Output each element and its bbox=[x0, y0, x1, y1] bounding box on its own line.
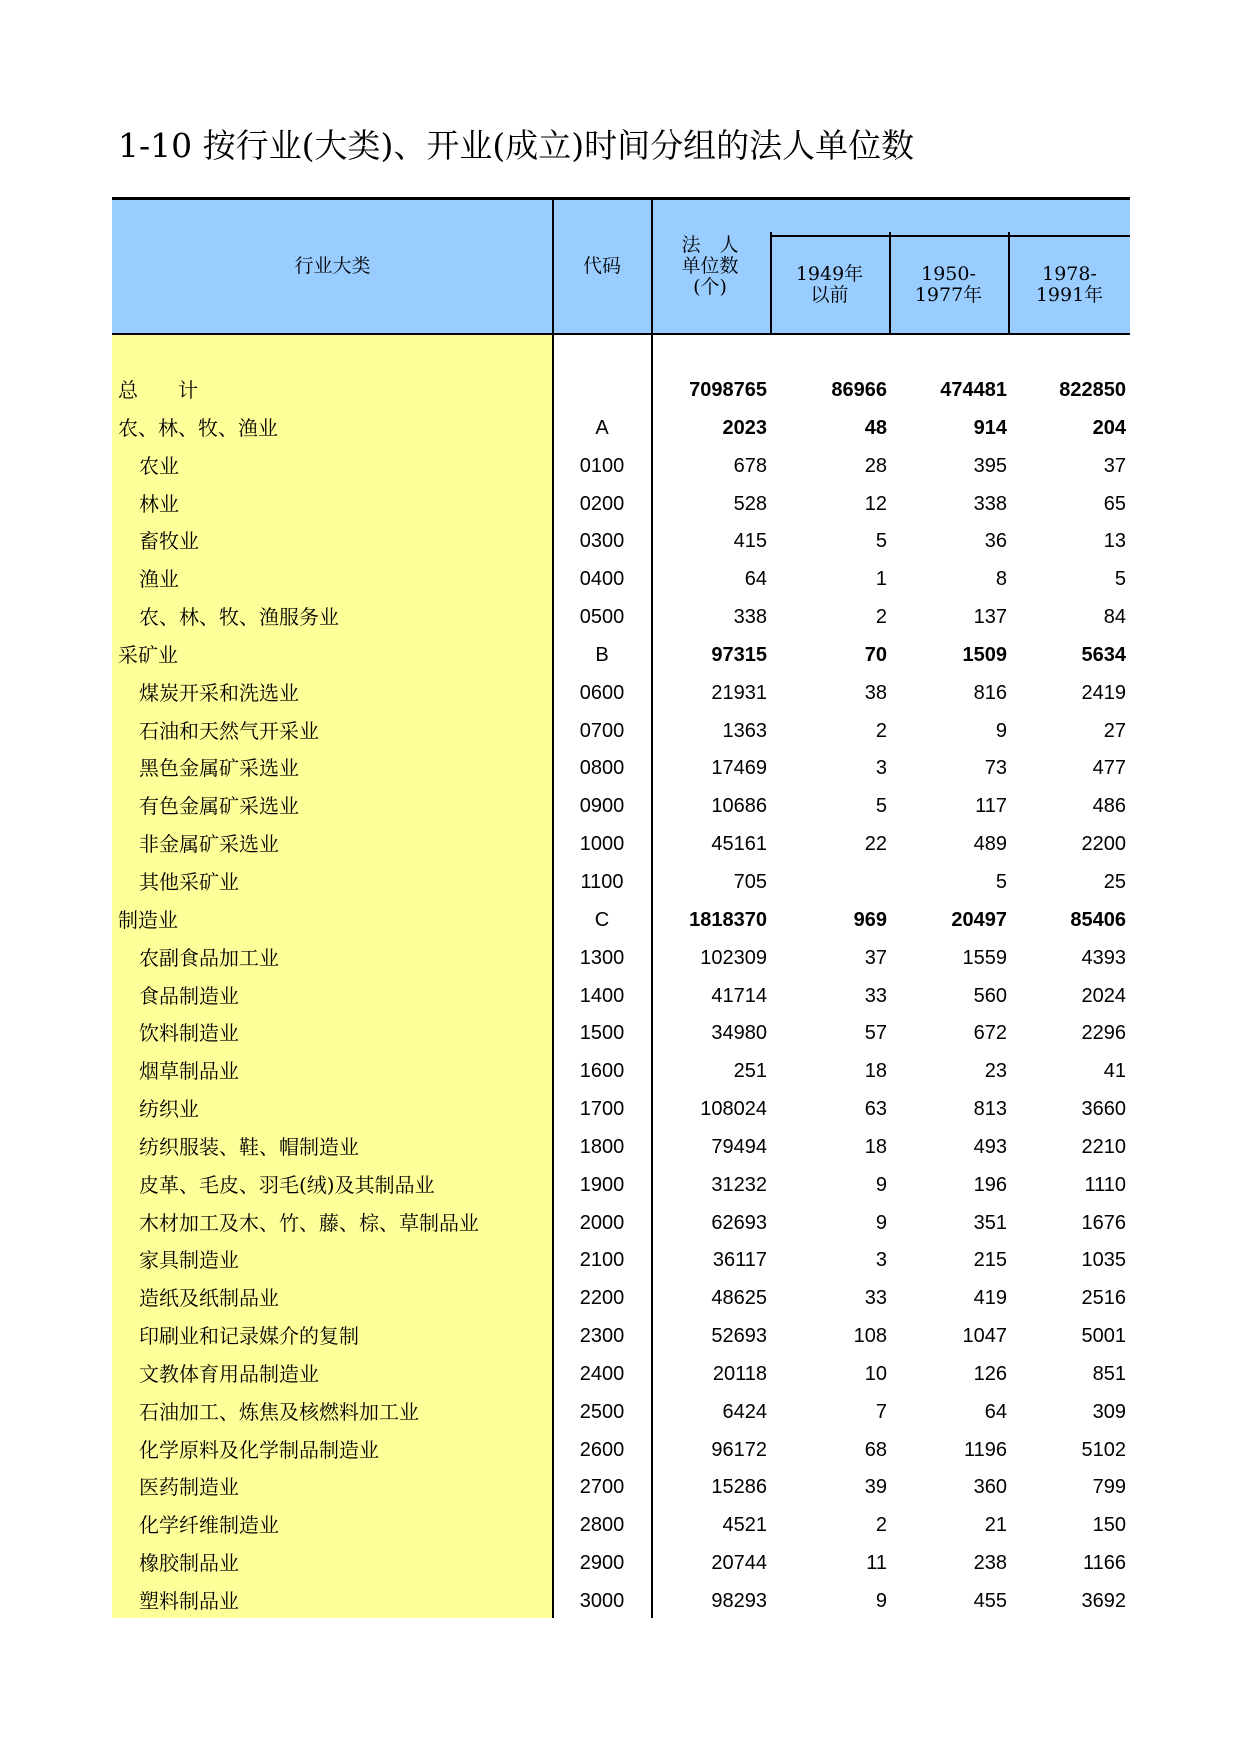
row-before-1949: 12 bbox=[864, 492, 887, 515]
row-1950-1977: 338 bbox=[973, 492, 1007, 515]
row-1978-1991: 3692 bbox=[1081, 1590, 1126, 1612]
row-1978-1991: 85406 bbox=[1070, 908, 1126, 931]
row-total: 528 bbox=[733, 492, 767, 515]
row-total: 6424 bbox=[722, 1400, 767, 1423]
row-code: 2300 bbox=[579, 1325, 625, 1348]
row-code: 0200 bbox=[579, 492, 625, 515]
row-1978-1991: 41 bbox=[1103, 1060, 1126, 1083]
row-1978-1991: 851 bbox=[1092, 1362, 1126, 1385]
row-1978-1991: 3660 bbox=[1081, 1098, 1126, 1121]
row-industry-name: 其他采矿业 bbox=[139, 869, 239, 894]
header-col3 bbox=[1009, 237, 1130, 333]
table-row bbox=[112, 1015, 1130, 1053]
header-total-line3: (个) bbox=[693, 276, 727, 298]
row-before-1949: 38 bbox=[864, 681, 887, 704]
header-col1-line1: 1949年 bbox=[795, 263, 864, 285]
row-1950-1977: 351 bbox=[973, 1211, 1007, 1234]
row-total: 52693 bbox=[711, 1325, 767, 1348]
row-1950-1977: 8 bbox=[995, 568, 1007, 591]
row-code: 2700 bbox=[579, 1476, 625, 1499]
row-industry-name: 畜牧业 bbox=[139, 529, 199, 554]
table-row bbox=[112, 410, 1130, 448]
row-industry-name: 文教体育用品制造业 bbox=[139, 1361, 319, 1386]
row-1950-1977: 20497 bbox=[951, 908, 1007, 931]
table-row bbox=[112, 1507, 1130, 1545]
row-industry-name: 家具制造业 bbox=[139, 1248, 239, 1273]
table-row bbox=[112, 713, 1130, 751]
row-industry-name: 橡胶制品业 bbox=[139, 1551, 239, 1576]
row-total: 17469 bbox=[711, 757, 767, 780]
row-1950-1977: 816 bbox=[973, 681, 1007, 704]
row-before-1949: 9 bbox=[875, 1590, 887, 1612]
table-row bbox=[112, 1205, 1130, 1243]
row-1978-1991: 2516 bbox=[1081, 1287, 1126, 1310]
row-code: C bbox=[594, 908, 610, 931]
row-total: 15286 bbox=[711, 1476, 767, 1499]
row-before-1949: 2 bbox=[875, 606, 887, 629]
row-industry-name: 煤炭开采和洗选业 bbox=[139, 680, 299, 705]
row-total: 415 bbox=[733, 530, 767, 553]
row-total: 10686 bbox=[711, 795, 767, 818]
row-1978-1991: 84 bbox=[1103, 606, 1126, 629]
row-code: 0800 bbox=[579, 757, 625, 780]
row-before-1949: 11 bbox=[866, 1552, 887, 1575]
row-1978-1991: 2200 bbox=[1081, 833, 1126, 856]
table-row bbox=[112, 864, 1130, 902]
row-before-1949: 2 bbox=[875, 719, 887, 742]
row-industry-name: 渔业 bbox=[139, 567, 179, 592]
row-1978-1991: 2419 bbox=[1081, 681, 1126, 704]
row-code: 1900 bbox=[579, 1173, 625, 1196]
header-industry: 行业大类 bbox=[294, 255, 371, 277]
row-code bbox=[553, 372, 651, 410]
row-industry-name: 医药制造业 bbox=[139, 1475, 239, 1500]
row-total: 98293 bbox=[711, 1590, 767, 1612]
row-industry-name: 印刷业和记录媒介的复制 bbox=[139, 1324, 359, 1349]
row-before-1949: 28 bbox=[864, 454, 887, 477]
row-industry-name: 皮革、毛皮、羽毛(绒)及其制品业 bbox=[139, 1172, 435, 1197]
row-1950-1977: 1196 bbox=[963, 1438, 1007, 1461]
row-industry-name: 木材加工及木、竹、藤、棕、草制品业 bbox=[139, 1210, 479, 1235]
table-header bbox=[112, 197, 1130, 335]
row-industry-name: 总 计 bbox=[118, 378, 198, 402]
row-code: 1500 bbox=[579, 1022, 625, 1045]
row-code: 0700 bbox=[579, 719, 625, 742]
header-col2-line1: 1950- bbox=[921, 263, 976, 285]
row-1950-1977: 672 bbox=[973, 1022, 1007, 1045]
row-1978-1991: 1035 bbox=[1081, 1249, 1126, 1272]
row-1978-1991: 477 bbox=[1092, 757, 1126, 780]
row-before-1949: 3 bbox=[875, 757, 887, 780]
table-row bbox=[112, 561, 1130, 599]
row-before-1949: 5 bbox=[875, 795, 887, 818]
row-code: 2000 bbox=[579, 1211, 625, 1234]
row-industry-name: 黑色金属矿采选业 bbox=[139, 756, 299, 781]
row-industry-name: 纺织业 bbox=[139, 1097, 199, 1122]
row-1950-1977: 914 bbox=[973, 416, 1007, 439]
row-before-1949: 86966 bbox=[831, 379, 887, 401]
row-industry-name: 石油加工、炼焦及核燃料加工业 bbox=[139, 1399, 419, 1424]
table-row bbox=[112, 486, 1130, 524]
row-industry-name: 农、林、牧、渔业 bbox=[118, 415, 278, 440]
row-before-1949: 63 bbox=[864, 1098, 887, 1121]
table-body bbox=[112, 372, 1130, 1621]
row-1950-1977: 489 bbox=[973, 833, 1007, 856]
row-code: A bbox=[595, 416, 609, 439]
row-code: 0600 bbox=[579, 681, 625, 704]
header-code: 代码 bbox=[582, 255, 621, 277]
row-total: 678 bbox=[733, 454, 767, 477]
table-row bbox=[112, 1356, 1130, 1394]
row-industry-name: 食品制造业 bbox=[139, 983, 239, 1008]
row-total: 64 bbox=[744, 568, 767, 591]
row-1978-1991: 4393 bbox=[1081, 946, 1126, 969]
table-row bbox=[112, 448, 1130, 486]
row-before-1949: 70 bbox=[864, 643, 887, 666]
table-row bbox=[112, 675, 1130, 713]
row-1978-1991: 25 bbox=[1103, 870, 1126, 893]
row-1978-1991: 1676 bbox=[1081, 1211, 1126, 1234]
row-total: 1363 bbox=[722, 719, 767, 742]
table-row bbox=[112, 940, 1130, 978]
row-before-1949: 9 bbox=[875, 1173, 887, 1196]
row-before-1949: 33 bbox=[864, 1287, 887, 1310]
divider-total-col1 bbox=[770, 232, 772, 335]
row-1978-1991: 37 bbox=[1103, 454, 1126, 477]
divider-col1-col2 bbox=[889, 232, 891, 335]
row-before-1949: 10 bbox=[864, 1362, 887, 1385]
row-1950-1977: 238 bbox=[973, 1552, 1007, 1575]
row-1950-1977: 813 bbox=[973, 1098, 1007, 1121]
table-row bbox=[112, 826, 1130, 864]
row-1978-1991: 5001 bbox=[1081, 1325, 1126, 1348]
row-code: 2100 bbox=[579, 1249, 625, 1272]
header-col3-line1: 1978- bbox=[1042, 263, 1097, 285]
row-code: 2600 bbox=[579, 1438, 625, 1461]
row-1978-1991: 1166 bbox=[1082, 1552, 1126, 1575]
row-total: 48625 bbox=[711, 1287, 767, 1310]
row-code: 0500 bbox=[579, 606, 625, 629]
table-row bbox=[112, 1432, 1130, 1470]
row-total: 4521 bbox=[722, 1514, 767, 1537]
row-total: 21931 bbox=[711, 681, 767, 704]
header-total-line2: 单位数 bbox=[681, 255, 739, 277]
table-row bbox=[112, 788, 1130, 826]
row-1950-1977: 117 bbox=[975, 795, 1007, 818]
row-1978-1991: 27 bbox=[1103, 719, 1126, 742]
row-total: 1818370 bbox=[689, 908, 767, 931]
table-row bbox=[112, 1469, 1130, 1507]
row-1950-1977: 23 bbox=[984, 1060, 1007, 1083]
row-1950-1977: 560 bbox=[973, 984, 1007, 1007]
divider-col2-col3 bbox=[1008, 232, 1010, 335]
row-before-1949: 2 bbox=[875, 1514, 887, 1537]
row-code: 2900 bbox=[579, 1552, 625, 1575]
row-1978-1991: 309 bbox=[1092, 1400, 1126, 1423]
row-industry-name: 农副食品加工业 bbox=[139, 945, 279, 970]
row-industry-name: 塑料制品业 bbox=[139, 1589, 239, 1613]
row-code: 1100 bbox=[580, 870, 624, 893]
table-row bbox=[112, 1583, 1130, 1621]
row-1950-1977: 419 bbox=[973, 1287, 1007, 1310]
row-before-1949: 969 bbox=[853, 908, 887, 931]
row-industry-name: 烟草制品业 bbox=[139, 1059, 239, 1084]
row-total: 31232 bbox=[711, 1173, 767, 1196]
row-1950-1977: 73 bbox=[984, 757, 1007, 780]
row-industry-name: 饮料制造业 bbox=[139, 1021, 239, 1046]
row-1978-1991: 1110 bbox=[1084, 1173, 1126, 1196]
table-row bbox=[112, 599, 1130, 637]
row-1950-1977: 474481 bbox=[940, 379, 1007, 401]
row-before-1949: 57 bbox=[864, 1022, 887, 1045]
row-total: 2023 bbox=[722, 416, 767, 439]
row-1978-1991: 822850 bbox=[1059, 379, 1126, 401]
row-1950-1977: 360 bbox=[973, 1476, 1007, 1499]
row-before-1949: 1 bbox=[875, 568, 887, 591]
row-code: 1600 bbox=[579, 1060, 625, 1083]
row-1978-1991: 5634 bbox=[1081, 643, 1126, 666]
row-before-1949: 33 bbox=[864, 984, 887, 1007]
row-before-1949: 108 bbox=[853, 1325, 887, 1348]
table-row bbox=[112, 1318, 1130, 1356]
page-title: 1-10 按行业(大类)、开业(成立)时间分组的法人单位数 bbox=[118, 126, 915, 165]
row-1978-1991: 2210 bbox=[1081, 1135, 1126, 1158]
row-total: 41714 bbox=[711, 984, 767, 1007]
row-1978-1991: 486 bbox=[1092, 795, 1126, 818]
row-1950-1977: 36 bbox=[984, 530, 1007, 553]
table-row bbox=[112, 637, 1130, 675]
header-col1 bbox=[771, 237, 888, 333]
row-total: 338 bbox=[733, 606, 767, 629]
row-1950-1977: 9 bbox=[995, 719, 1007, 742]
row-1950-1977: 1509 bbox=[962, 643, 1007, 666]
table-row bbox=[112, 902, 1130, 940]
row-1950-1977: 137 bbox=[973, 606, 1007, 629]
row-industry-name: 非金属矿采选业 bbox=[139, 832, 279, 857]
row-industry-name: 有色金属矿采选业 bbox=[139, 794, 299, 819]
row-total: 79494 bbox=[711, 1135, 767, 1158]
header-col1-line2: 以前 bbox=[810, 284, 849, 306]
row-code: 1800 bbox=[579, 1135, 625, 1158]
row-1978-1991: 150 bbox=[1092, 1514, 1126, 1537]
row-1978-1991: 65 bbox=[1103, 492, 1126, 515]
row-code: 2800 bbox=[579, 1514, 625, 1537]
row-industry-name: 石油和天然气开采业 bbox=[139, 718, 319, 743]
row-before-1949: 39 bbox=[864, 1476, 887, 1499]
table-row bbox=[112, 1167, 1130, 1205]
row-industry-name: 制造业 bbox=[118, 907, 178, 932]
row-before-1949: 48 bbox=[864, 416, 887, 439]
row-1950-1977: 126 bbox=[973, 1362, 1007, 1385]
row-1978-1991: 5102 bbox=[1081, 1438, 1126, 1461]
row-industry-name: 化学纤维制造业 bbox=[139, 1513, 279, 1538]
row-1950-1977: 1047 bbox=[962, 1325, 1007, 1348]
row-1950-1977: 455 bbox=[973, 1590, 1007, 1612]
row-1978-1991: 2024 bbox=[1081, 984, 1126, 1007]
header-total-line1: 法 人 bbox=[681, 234, 739, 256]
row-before-1949: 9 bbox=[875, 1211, 887, 1234]
table-row bbox=[112, 978, 1130, 1016]
row-before-1949: 5 bbox=[875, 530, 887, 553]
row-1950-1977: 64 bbox=[984, 1400, 1007, 1423]
row-before-1949: 22 bbox=[864, 833, 887, 856]
row-code: 1400 bbox=[579, 984, 625, 1007]
row-1950-1977: 1559 bbox=[962, 946, 1007, 969]
row-code: 1700 bbox=[579, 1098, 625, 1121]
header-subdivider bbox=[771, 235, 1130, 237]
table-row bbox=[112, 1053, 1130, 1091]
row-industry-name: 农业 bbox=[139, 453, 179, 478]
row-1978-1991: 2296 bbox=[1081, 1022, 1126, 1045]
row-industry-name: 化学原料及化学制品制造业 bbox=[139, 1437, 379, 1462]
table-row bbox=[112, 1129, 1130, 1167]
row-before-1949: 37 bbox=[864, 946, 887, 969]
row-total: 36117 bbox=[712, 1249, 767, 1272]
row-total: 45161 bbox=[711, 833, 767, 856]
row-code: 1300 bbox=[579, 946, 625, 969]
row-code: 0900 bbox=[579, 795, 625, 818]
row-code: 3000 bbox=[579, 1590, 625, 1612]
row-code: 2500 bbox=[579, 1400, 625, 1423]
table-row bbox=[112, 1242, 1130, 1280]
row-industry-name: 造纸及纸制品业 bbox=[139, 1286, 279, 1311]
row-1950-1977: 196 bbox=[973, 1173, 1007, 1196]
row-1950-1977: 395 bbox=[973, 454, 1007, 477]
row-total: 20744 bbox=[711, 1552, 767, 1575]
row-code: 0400 bbox=[579, 568, 625, 591]
table-row bbox=[112, 372, 1130, 410]
row-industry-name: 农、林、牧、渔服务业 bbox=[139, 605, 339, 630]
row-1978-1991: 13 bbox=[1103, 530, 1126, 553]
row-before-1949 bbox=[773, 864, 887, 902]
row-1978-1991: 5 bbox=[1114, 568, 1126, 591]
row-industry-name: 采矿业 bbox=[118, 642, 178, 667]
table-row bbox=[112, 523, 1130, 561]
row-before-1949: 18 bbox=[864, 1135, 887, 1158]
row-total: 62693 bbox=[711, 1211, 767, 1234]
header-col3-line2: 1991年 bbox=[1035, 284, 1104, 306]
row-code: B bbox=[595, 643, 609, 666]
row-1950-1977: 215 bbox=[973, 1249, 1007, 1272]
row-before-1949: 18 bbox=[864, 1060, 887, 1083]
row-total: 705 bbox=[733, 870, 767, 893]
row-1950-1977: 21 bbox=[984, 1514, 1007, 1537]
row-total: 20118 bbox=[712, 1362, 767, 1385]
row-code: 0300 bbox=[579, 530, 625, 553]
row-1950-1977: 493 bbox=[973, 1135, 1007, 1158]
row-code: 2200 bbox=[579, 1287, 625, 1310]
row-total: 102309 bbox=[700, 946, 767, 969]
row-total: 97315 bbox=[711, 643, 767, 666]
table-row bbox=[112, 1280, 1130, 1318]
row-code: 0100 bbox=[579, 454, 625, 477]
row-1950-1977: 5 bbox=[995, 870, 1007, 893]
table-row bbox=[112, 750, 1130, 788]
row-total: 96172 bbox=[711, 1438, 767, 1461]
row-code: 1000 bbox=[579, 833, 625, 856]
row-1978-1991: 204 bbox=[1092, 416, 1126, 439]
table-row bbox=[112, 1545, 1130, 1583]
row-before-1949: 7 bbox=[875, 1400, 887, 1423]
header-total bbox=[651, 200, 769, 333]
row-code: 2400 bbox=[579, 1362, 625, 1385]
row-total: 7098765 bbox=[689, 379, 767, 401]
row-before-1949: 3 bbox=[875, 1249, 887, 1272]
row-1978-1991: 799 bbox=[1092, 1476, 1126, 1499]
row-before-1949: 68 bbox=[864, 1438, 887, 1461]
row-industry-name: 纺织服装、鞋、帽制造业 bbox=[139, 1134, 359, 1159]
row-total: 108024 bbox=[700, 1098, 767, 1121]
table-row bbox=[112, 1394, 1130, 1432]
header-col2-line2: 1977年 bbox=[914, 284, 983, 306]
row-total: 251 bbox=[733, 1060, 767, 1083]
table-row bbox=[112, 1091, 1130, 1129]
row-total: 34980 bbox=[711, 1022, 767, 1045]
header-col2 bbox=[890, 237, 1007, 333]
row-industry-name: 林业 bbox=[139, 491, 179, 516]
